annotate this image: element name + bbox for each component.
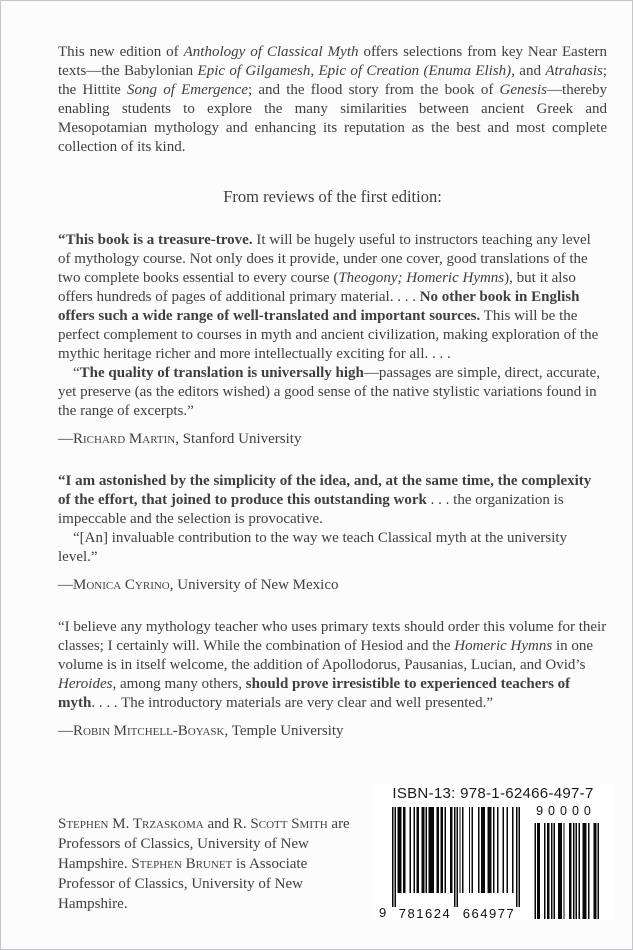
review-paragraph: “I believe any mythology teacher who uses primary texts should order this volume for their classes; I certainly will. While the combination of Hesiod and the Homeric Hymns in one volume is in itself welcome, the addition of Apollodorus, Pausanias, Lucian, and Ovid’s Heroides, among many others, should prove irresistible to experienced teachers of myth. . . . The introductory materials are very clear and well presented.” bbox=[58, 619, 607, 711]
ean5-bars-graphic bbox=[533, 823, 599, 919]
ean13-barcode bbox=[379, 807, 520, 921]
barcode-lead-digit: 9 bbox=[379, 905, 387, 920]
review-paragraph: “I am astonished by the simplicity of the idea, and, at the same time, the complexity of the effort, that joined to produce this outstanding work . . . the organization is impeccable and the selection is provocative. bbox=[58, 473, 592, 527]
review-attribution: —Monica Cyrino, University of New Mexico bbox=[58, 577, 339, 593]
isbn-label: ISBN-13: 978-1-62466-497-7 bbox=[392, 785, 594, 802]
author-bio: Stephen M. Trzaskoma and R. Scott Smith are Professors of Classics, University of New Hampshire. Stephen Brunet is Associate Professor of Classics, University of New Hampshire. bbox=[58, 816, 350, 912]
barcode-left-digits: 781624 bbox=[398, 906, 452, 921]
supplement-digits: 90000 bbox=[536, 804, 596, 818]
barcode-right-digits: 664977 bbox=[462, 906, 516, 921]
review-attribution: —Robin Mitchell-Boyask, Temple University bbox=[58, 723, 344, 739]
barcode-row bbox=[372, 804, 614, 921]
intro-paragraph: This new edition of Anthology of Classical Myth offers selections from key Near Eastern texts—the Babylonian Epic of Gilgamesh, Epic of Creation (Enuma Elish), and Atrahasis; the Hittite Song of Emergence; and the flood story from the book of Genesis—thereby enabling students to explore the many similarities between ancient Greek and Mesopotamian mythology and enhancing its reputation as the best and most complete collection of its kind. bbox=[58, 44, 608, 155]
ean13-bars-graphic bbox=[392, 807, 520, 907]
review-paragraph: “[An] invaluable contribution to the way we teach Classical myth at the university level.” bbox=[58, 530, 568, 565]
review-paragraph: “This book is a treasure-trove. It will be hugely useful to instructors teaching any level of mythology course. Not only does it provide, under one cover, good translations of the two complete books essential to every course (Theogony; Homeric Hymns), but it also offers hundreds of pages of additional primary material. . . . No other book in English offers such a wide range of well-translated and important sources. This will be the perfect complement to courses in myth and ancient civilization, making exploration of the mythic heritage richer and more intellectually exciting for all. . . . bbox=[58, 232, 599, 362]
reviews-heading: From reviews of the first edition: bbox=[223, 187, 442, 206]
review-monica-cyrino bbox=[58, 472, 607, 595]
review-richard-martin bbox=[58, 231, 607, 449]
review-robin-mitchell-boyask bbox=[58, 618, 607, 741]
review-paragraph: “The quality of translation is universally high—passages are simple, direct, accurate, yet preserve (as the editors wished) a good sense of the native stylistic variations found in the range of excerpts.” bbox=[58, 365, 601, 419]
cover-text-area bbox=[1, 1, 632, 741]
ean5-supplement-barcode bbox=[533, 804, 599, 919]
review-attribution: —Richard Martin, Stanford University bbox=[58, 431, 302, 447]
isbn-barcode-box bbox=[372, 785, 614, 919]
